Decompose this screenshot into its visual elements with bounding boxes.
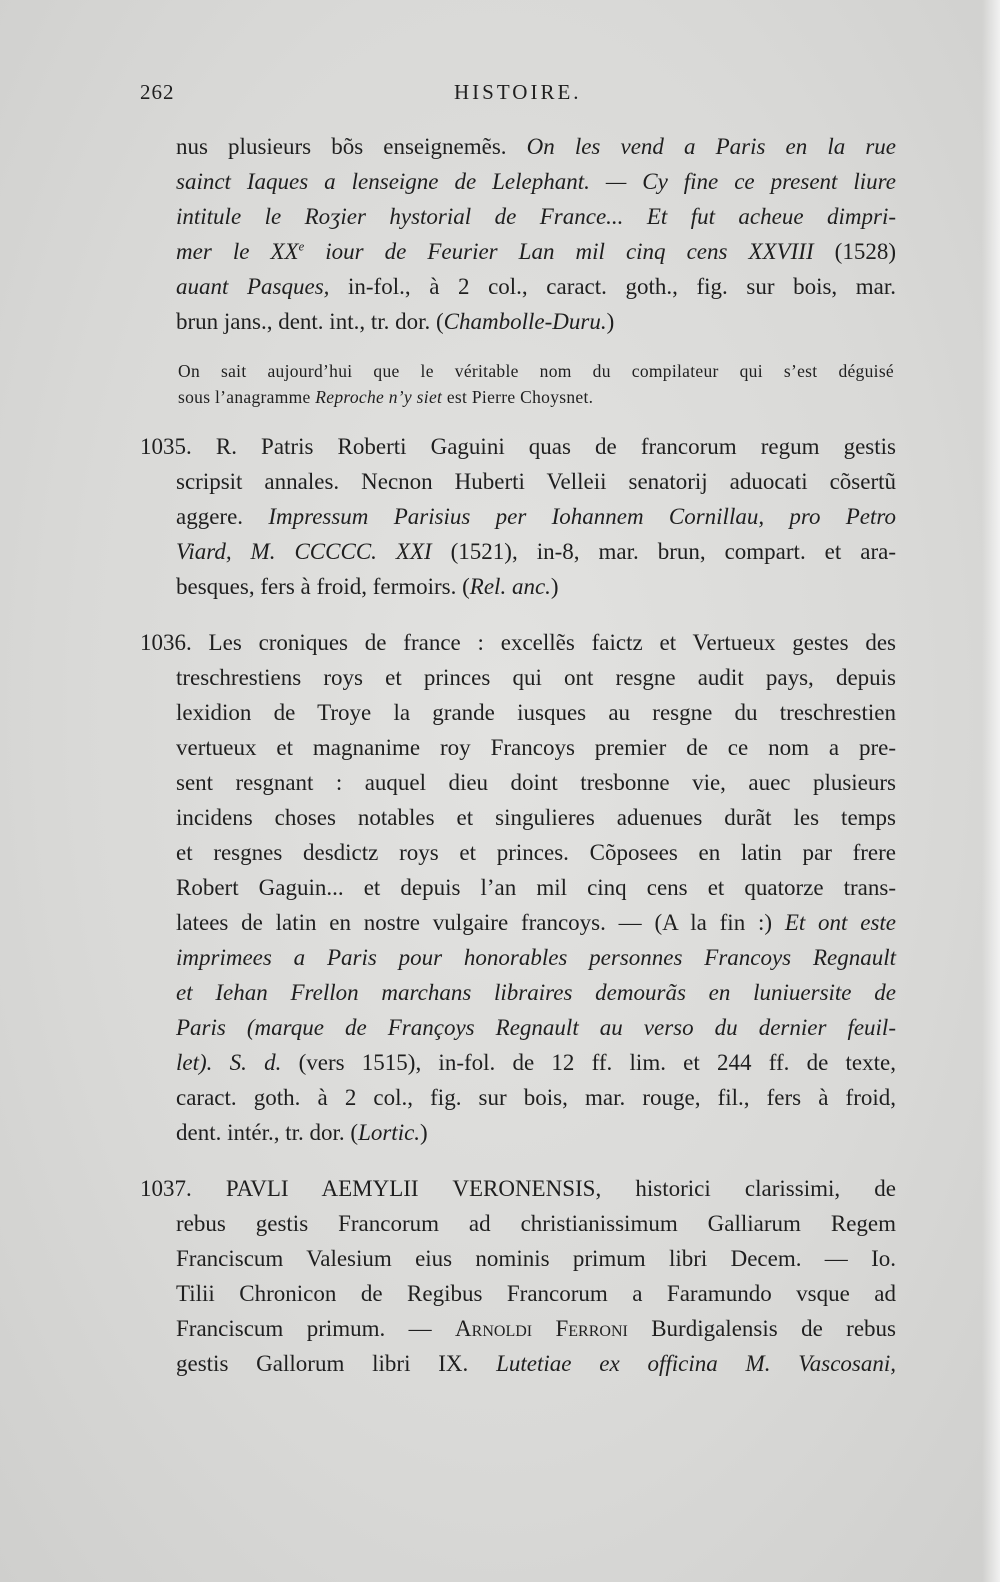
text-line: mer le XXe iour de Feurier Lan mil cinq cens XXVIII (1528) xyxy=(176,239,896,264)
text-line: imprimees a Paris pour honorables personnes Francoys Regnault xyxy=(176,945,896,970)
text-line: gestis Gallorum libri IX. Lutetiae ex officina M. Vascosani, xyxy=(176,1351,896,1376)
text-line: sent resgnant : auquel dieu doint tresbonne vie, auec plusieurs xyxy=(176,770,896,795)
text-line: scripsit annales. Necnon Huberti Velleii senatorij aduocati cõsertũ xyxy=(176,469,896,494)
page-header xyxy=(0,80,1000,110)
text-line: intitule le Roʒier hystorial de France... Et fut acheue dimpri- xyxy=(176,204,896,229)
text-line: 1035. R. Patris Roberti Gaguini quas de francorum regum gestis xyxy=(140,434,896,459)
text-line: aggere. Impressum Parisius per Iohannem Cornillau, pro Petro xyxy=(176,504,896,529)
text-line: et resgnes desdictz roys et princes. Cõposees en latin par frere xyxy=(176,840,896,865)
text-line: latees de latin en nostre vulgaire francoys. — (A la fin :) Et ont este xyxy=(176,910,896,935)
text-line: besques, fers à froid, fermoirs. (Rel. anc.) xyxy=(176,574,559,599)
text-line: lexidion de Troye la grande iusques au resgne du treschrestien xyxy=(176,700,896,725)
running-title: HISTOIRE. xyxy=(454,80,582,104)
text-line: auant Pasques, in-fol., à 2 col., caract. goth., fig. sur bois, mar. xyxy=(176,274,896,299)
text-line: Tilii Chronicon de Regibus Francorum a Faramundo vsque ad xyxy=(176,1281,896,1306)
text-line: et Iehan Frellon marchans libraires demourãs en luniuersite de xyxy=(176,980,896,1005)
text-line: Paris (marque de Françoys Regnault au verso du dernier feuil- xyxy=(176,1015,896,1040)
page-edge xyxy=(982,0,1000,1582)
page-number: 262 xyxy=(140,80,175,104)
text-line: let). S. d. (vers 1515), in-fol. de 12 ff. lim. et 244 ff. de texte, xyxy=(176,1050,896,1075)
text-line: sous l’anagramme Reproche n’y siet est Pierre Choysnet. xyxy=(178,387,594,407)
text-line: brun jans., dent. int., tr. dor. (Chambolle-Duru.) xyxy=(176,309,615,334)
text-line: incidens choses notables et singulieres aduenues durãt les temps xyxy=(176,805,896,830)
text-line: 1037. PAVLI AEMYLII VERONENSIS, historici clarissimi, de xyxy=(140,1176,896,1201)
text-line: Franciscum primum. — Arnoldi Ferroni Burdigalensis de rebus xyxy=(176,1316,896,1341)
text-line: nus plusieurs bõs enseignemẽs. On les vend a Paris en la rue xyxy=(176,134,896,159)
text-line: Viard, M. CCCCC. XXI (1521), in-8, mar. brun, compart. et ara- xyxy=(176,539,896,564)
text-line: Robert Gaguin... et depuis l’an mil cinq cens et quatorze trans- xyxy=(176,875,896,900)
text-line: caract. goth. à 2 col., fig. sur bois, mar. rouge, fil., fers à froid, xyxy=(176,1085,896,1110)
text-line: dent. intér., tr. dor. (Lortic.) xyxy=(176,1120,428,1145)
text-line: treschrestiens roys et princes qui ont resgne audit pays, depuis xyxy=(176,665,896,690)
text-line: 1036. Les croniques de france : excellẽs faictz et Vertueux gestes des xyxy=(140,630,896,655)
text-line: rebus gestis Francorum ad christianissimum Galliarum Regem xyxy=(176,1211,896,1236)
text-line: vertueux et magnanime roy Francoys premier de ce nom a pre- xyxy=(176,735,896,760)
text-line: On sait aujourd’hui que le véritable nom du compilateur qui s’est déguisé xyxy=(178,361,894,381)
text-line: Franciscum Valesium eius nominis primum libri Decem. — Io. xyxy=(176,1246,896,1271)
text-line: sainct Iaques a lenseigne de Lelephant. — Cy fine ce present liure xyxy=(176,169,896,194)
